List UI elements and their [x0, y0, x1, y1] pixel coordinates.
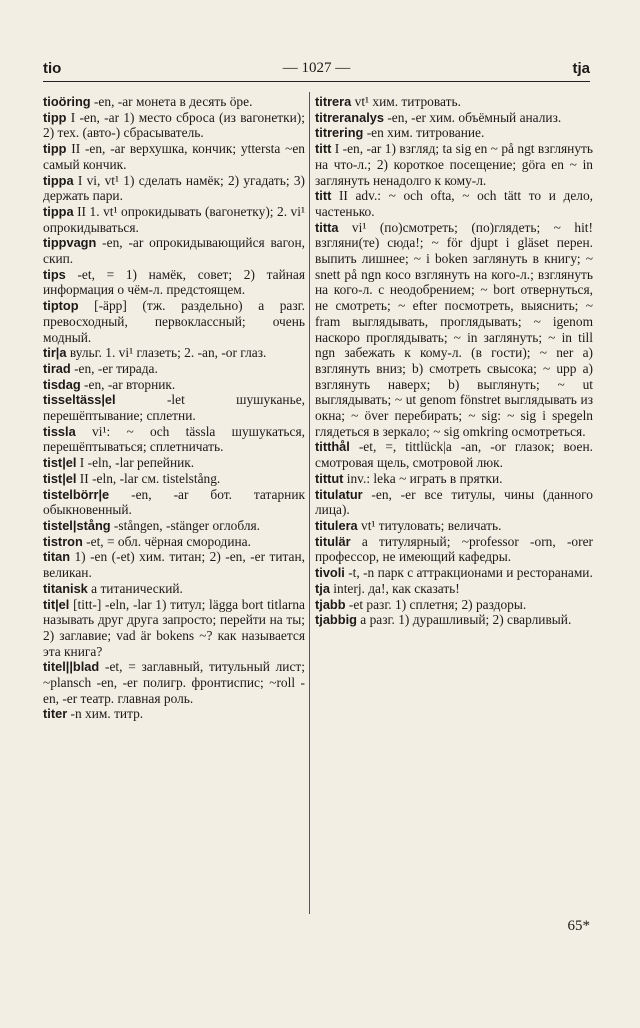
dictionary-entry	[315, 471, 593, 487]
entry-definition: I vi, vt¹ 1) сделать намёк; 2) угадать; 3) держать пари.	[43, 172, 305, 204]
dictionary-entry	[315, 439, 593, 470]
dictionary-entry	[315, 220, 593, 440]
entry-headword: tisdag	[43, 376, 81, 392]
entry-headword: tippvagn	[43, 235, 97, 251]
dictionary-entry	[43, 424, 305, 455]
entry-headword: tjabb	[315, 596, 346, 612]
entry-definition: -t, -n парк с аттракционами и ресторанами.	[344, 565, 593, 581]
entry-definition: -et, = 1) намёк, совет; 2) тайная информация о чём-л. предстоящем.	[43, 266, 305, 298]
entry-headword: tit|el	[43, 596, 70, 612]
dictionary-entry	[43, 377, 305, 393]
left-column	[43, 94, 305, 722]
entry-definition: -et разг. 1) сплетня; 2) раздоры.	[345, 596, 527, 612]
dictionary-entry	[43, 345, 305, 361]
entry-headword: titreranalys	[315, 109, 384, 125]
entry-definition: -en, -er хим. объёмный анализ.	[384, 109, 562, 125]
entry-headword: tipp	[43, 109, 67, 125]
dictionary-entry	[43, 581, 305, 597]
entry-definition: -let шушуканье, перешёптывание; сплетни.	[43, 392, 305, 424]
entry-definition: vt¹ титуловать; величать.	[357, 517, 502, 533]
entry-headword: titthål	[315, 439, 350, 455]
dictionary-entry	[43, 110, 305, 141]
dictionary-entry	[315, 188, 593, 219]
dictionary-entry	[315, 518, 593, 534]
entry-headword: tistron	[43, 533, 83, 549]
entry-headword: tioöring	[43, 94, 91, 109]
dictionary-entry	[43, 487, 305, 518]
dictionary-entry	[43, 534, 305, 550]
entry-definition: [-äpp] (тж. раздельно) а разг. превосходный, первоклассный; очень модный.	[43, 298, 305, 345]
dictionary-entry	[43, 173, 305, 204]
entry-headword: tja	[315, 580, 330, 596]
dictionary-entry	[43, 141, 305, 172]
entry-headword: tistel|stång	[43, 517, 111, 533]
entry-headword: titt	[315, 188, 332, 204]
entry-definition: -et, =, tittlück|a -an, -or глазок; воен. смотровая щель, смотровой люк.	[315, 439, 593, 471]
entry-headword: tittut	[315, 470, 344, 486]
dictionary-entry	[315, 581, 593, 597]
entry-definition: I -en, -ar 1) взгляд; ta sig en ~ på ngt взглянуть на что-л.; 2) короткое посещение; göra en ~ in заглянуть ненадолго к кому-л.	[315, 141, 593, 188]
dictionary-entry	[43, 455, 305, 471]
entry-definition: -et, = обл. чёрная смородина.	[82, 533, 251, 549]
entry-headword: tist|el	[43, 455, 77, 471]
entry-definition: -en, -ar опрокидывающийся вагон, скип.	[43, 235, 305, 267]
entry-definition: 1) -en (-et) хим. титан; 2) -en, -er титан, великан.	[43, 549, 305, 581]
header-left-word: tio	[43, 60, 62, 77]
entry-definition: -en, -ar вторник.	[80, 376, 176, 392]
entry-definition: -en, -er тирада.	[70, 360, 158, 376]
entry-definition: inv.: leka ~ играть в прятки.	[343, 470, 503, 486]
entry-definition: -en, -ar бот. татарник обыкновенный.	[43, 486, 305, 518]
entry-headword: tist|el	[43, 470, 77, 486]
entry-headword: tir|a	[43, 345, 67, 361]
entry-definition: [titt-] -eln, -lar 1) титул; lägga bort titlarna называть друг друга запросто; перейти на ты; 2) заглавие; vad är bokens ~? как называется эта книга?	[43, 596, 305, 659]
entry-headword: tisseltäss|el	[43, 392, 116, 408]
entry-definition: II -en, -ar верхушка, кончик; yttersta ~en самый кончик.	[43, 141, 305, 172]
dictionary-entry	[43, 204, 305, 235]
dictionary-entry	[315, 612, 593, 628]
dictionary-entry	[43, 361, 305, 377]
right-column	[315, 94, 593, 628]
page-number-header: — 1027 —	[282, 60, 351, 76]
page-header	[43, 60, 590, 80]
entry-definition: II -eln, -lar см. tistelstång.	[76, 470, 221, 486]
dictionary-entry	[315, 487, 593, 518]
entry-definition: -et, = заглавный, титульный лист; ~plansch -en, -er полигр. фронтиспис; ~roll -en, -er театр. главная роль.	[43, 659, 305, 706]
entry-headword: tivoli	[315, 565, 345, 581]
dictionary-entry	[315, 597, 593, 613]
entry-headword: tippa	[43, 172, 74, 188]
entry-headword: titan	[43, 549, 71, 565]
entry-definition: vi¹: ~ och tässla шушукаться, перешёптываться; сплетничать.	[43, 423, 305, 455]
entry-headword: tips	[43, 266, 66, 282]
dictionary-entry	[43, 298, 305, 345]
dictionary-entry	[43, 471, 305, 487]
entry-headword: tissla	[43, 423, 76, 439]
entry-headword: titanisk	[43, 580, 88, 596]
entry-headword: titulera	[315, 517, 358, 533]
dictionary-entry	[43, 392, 305, 423]
entry-definition: I -eln, -lar репейник.	[76, 455, 195, 471]
entry-headword: titulär	[315, 533, 351, 549]
dictionary-entry	[315, 94, 593, 110]
entry-headword: titrering	[315, 125, 364, 141]
entry-headword: tipp	[43, 141, 67, 157]
dictionary-entry	[43, 94, 305, 110]
entry-headword: titrera	[315, 94, 352, 109]
dictionary-entry	[43, 267, 305, 298]
entry-headword: titta	[315, 219, 339, 235]
entry-headword: titt	[315, 141, 332, 157]
dictionary-entry	[43, 706, 305, 722]
entry-definition: vi¹ (по)смотреть; (по)глядеть; ~ hit! взгляни(те) сюда!; ~ för djupt i gläset перен. выпить лишнее; ~ i boken заглянуть в книгу; ~ snett på ngn косо взглянуть на кого-л.; взглянуть на кого-л. с неодобрением; ~ bort отвернуться, не смотреть; ~ efter посмотреть, выяснить; ~ fram выглядывать, проглядывать; ~ igenom наскоро проглядывать; ~ in заглянуть; ~ in till ngn забежать к кому-л. (в гости); ~ ner а) взглянуть вниз; b) смотреть свысока; ~ upp а) взглянуть наверх; b) выглянуть; ~ ut выглядывать; ~ ut genom fönstret выглядывать из окна; ~ över перебирать; ~ sig: ~ sig i spegeln глядеться в зеркало; ~ sig omkring осмотреться.	[315, 219, 593, 439]
entry-headword: tistelbörr|e	[43, 486, 110, 502]
dictionary-entry	[43, 518, 305, 534]
dictionary-entry	[315, 141, 593, 188]
dictionary-entry	[315, 125, 593, 141]
entry-headword: tippa	[43, 203, 74, 219]
dictionary-entry	[43, 659, 305, 706]
dictionary-entry	[315, 534, 593, 565]
entry-headword: tjabbig	[315, 612, 357, 628]
entry-definition: -n хим. титр.	[67, 706, 144, 722]
entry-definition: II 1. vt¹ опрокидывать (вагонетку); 2. vi¹ опрокидываться.	[43, 203, 305, 235]
entry-definition: interj. да!, как сказать!	[329, 580, 460, 596]
column-divider	[309, 92, 310, 914]
entry-definition: а разг. 1) дурашливый; 2) сварливый.	[356, 612, 572, 628]
entry-definition: а титулярный; ~professor -orn, -orer профессор, не имеющий кафедры.	[315, 533, 593, 565]
entry-headword: titel||blad	[43, 659, 100, 675]
dictionary-entry	[43, 549, 305, 580]
entry-definition: а титанический.	[87, 580, 183, 596]
entry-headword: tiptop	[43, 298, 79, 314]
dictionary-entry	[315, 565, 593, 581]
entry-definition: I -en, -ar 1) место сброса (из вагонетки); 2) тех. (авто-) сбрасыватель.	[43, 109, 305, 141]
header-rule	[43, 81, 590, 82]
entry-definition: vt¹ хим. титровать.	[351, 94, 461, 109]
dictionary-entry	[315, 110, 593, 126]
entry-headword: tirad	[43, 360, 71, 376]
entry-definition: -stången, -stänger оглобля.	[110, 517, 261, 533]
header-right-word: tja	[572, 60, 590, 77]
entry-definition: -en хим. титрование.	[363, 125, 485, 141]
entry-definition: II adv.: ~ och ofta, ~ och tätt то и дело, частенько.	[315, 188, 593, 219]
entry-definition: -en, -er все титулы, чины (данного лица).	[315, 486, 593, 518]
entry-headword: titer	[43, 706, 68, 722]
sheet-signature: 65*	[567, 918, 590, 934]
dictionary-entry	[43, 597, 305, 660]
entry-headword: titulatur	[315, 486, 363, 502]
entry-definition: -en, -ar монета в десять öре.	[90, 94, 253, 109]
entry-definition: вульг. 1. vi¹ глазеть; 2. -an, -or глаз.	[66, 345, 267, 361]
dictionary-entry	[43, 235, 305, 266]
